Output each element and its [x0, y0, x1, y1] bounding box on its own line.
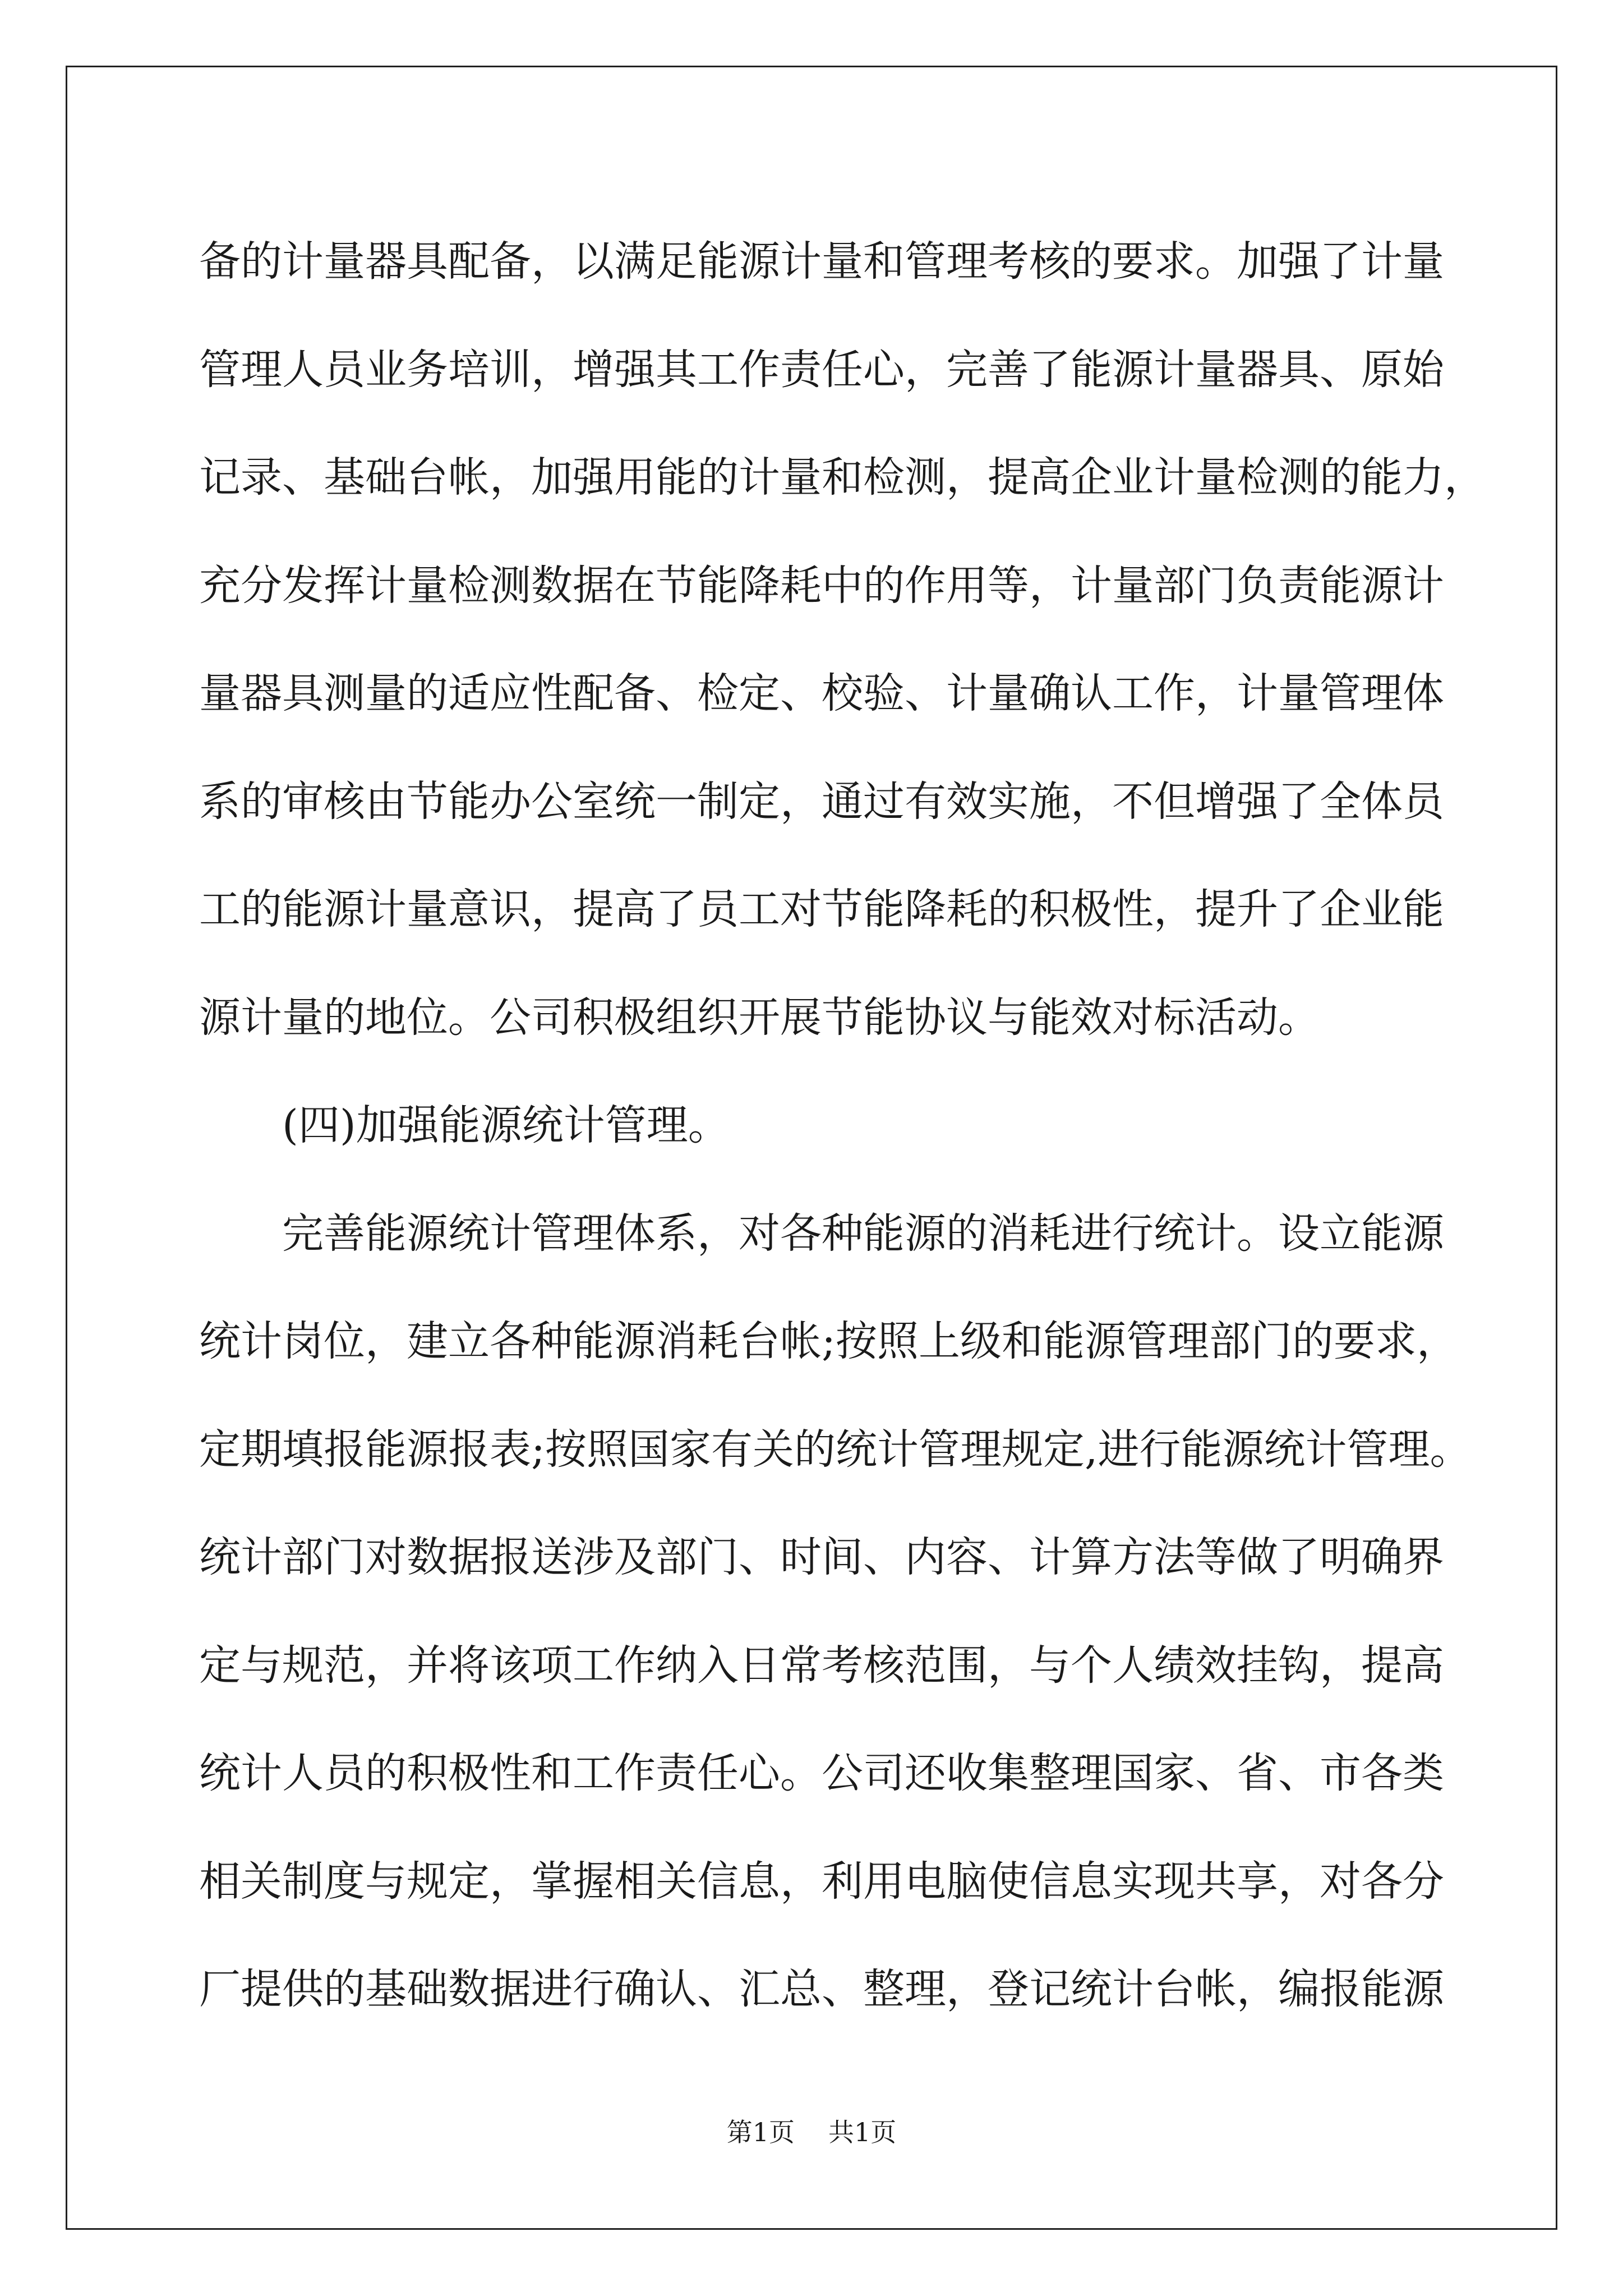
text-line: 统 计 岗 位 ， 建 立 各 种 能 源 消 耗 台 帐 ; 按 照 上 级 和 能 源 管 理 部 门 的 要 求 ， — [199, 1317, 1458, 1365]
text-line: 量 器 具 测 量 的 适 应 性 配 备 、 检 定 、 校 验 、 计 量 确 认 工 作 ， 计 量 管 理 体 — [199, 669, 1444, 717]
text-line: 充 分 发 挥 计 量 检 测 数 据 在 节 能 降 耗 中 的 作 用 等 ， 计 量 部 门 负 责 能 源 计 — [199, 561, 1444, 610]
text-line: 定 与 规 范 ， 并 将 该 项 工 作 纳 入 日 常 考 核 范 围 ， 与 个 人 绩 效 挂 钩 ， 提 高 — [199, 1641, 1444, 1690]
text-line: 厂 提 供 的 基 础 数 据 进 行 确 认 、 汇 总 、 整 理 ， 登 记 统 计 台 帐 ， 编 报 能 源 — [199, 1965, 1444, 2013]
text-line: 记 录 、 基 础 台 帐 ， 加 强 用 能 的 计 量 和 检 测 ， 提 高 企 业 计 量 检 测 的 能 力 ， — [199, 453, 1486, 501]
text-line: 管 理 人 员 业 务 培 训 ， 增 强 其 工 作 责 任 心 ， 完 善 了 能 源 计 量 器 具 、 原 始 — [199, 345, 1444, 394]
document-body — [199, 208, 1486, 2044]
text-line: 相 关 制 度 与 规 定 ， 掌 握 相 关 信 息 ， 利 用 电 脑 使 信 息 实 现 共 享 ， 对 各 分 — [199, 1857, 1444, 1906]
page-total: 共1页 — [828, 2117, 897, 2147]
text-line: 系 的 审 核 由 节 能 办 公 室 统 一 制 定 ， 通 过 有 效 实 施 ， 不 但 增 强 了 全 体 员 — [199, 777, 1444, 826]
page-footer — [0, 2112, 1623, 2149]
text-line: 完 善 能 源 统 计 管 理 体 系 ， 对 各 种 能 源 的 消 耗 进 行 统 计 。 设 立 能 源 — [282, 1209, 1444, 1258]
text-line: 源 计 量 的 地 位 。 公 司 积 极 组 织 开 展 节 能 协 议 与 能 效 对 标 活 动 。 — [199, 993, 1320, 1042]
text-line: 备 的 计 量 器 具 配 备 ， 以 满 足 能 源 计 量 和 管 理 考 核 的 要 求 。 加 强 了 计 量 — [199, 237, 1444, 286]
text-line: 定 期 填 报 能 源 报 表 ; 按 照 国 家 有 关 的 统 计 管 理 规 定 , 进 行 能 源 统 计 管 理 。 — [199, 1425, 1472, 1474]
text-line: 工 的 能 源 计 量 意 识 ， 提 高 了 员 工 对 节 能 降 耗 的 积 极 性 ， 提 升 了 企 业 能 — [199, 885, 1444, 933]
text-line: 统 计 部 门 对 数 据 报 送 涉 及 部 门 、 时 间 、 内 容 、 计 算 方 法 等 做 了 明 确 界 — [199, 1533, 1444, 1581]
text-line: 统 计 人 员 的 积 极 性 和 工 作 责 任 心 。 公 司 还 收 集 整 理 国 家 、 省 、 市 各 类 — [199, 1749, 1444, 1797]
page-number: 第1页 — [726, 2117, 795, 2147]
section-heading: ( 四 ) 加 强 能 源 统 计 管 理 。 — [282, 1101, 730, 1149]
